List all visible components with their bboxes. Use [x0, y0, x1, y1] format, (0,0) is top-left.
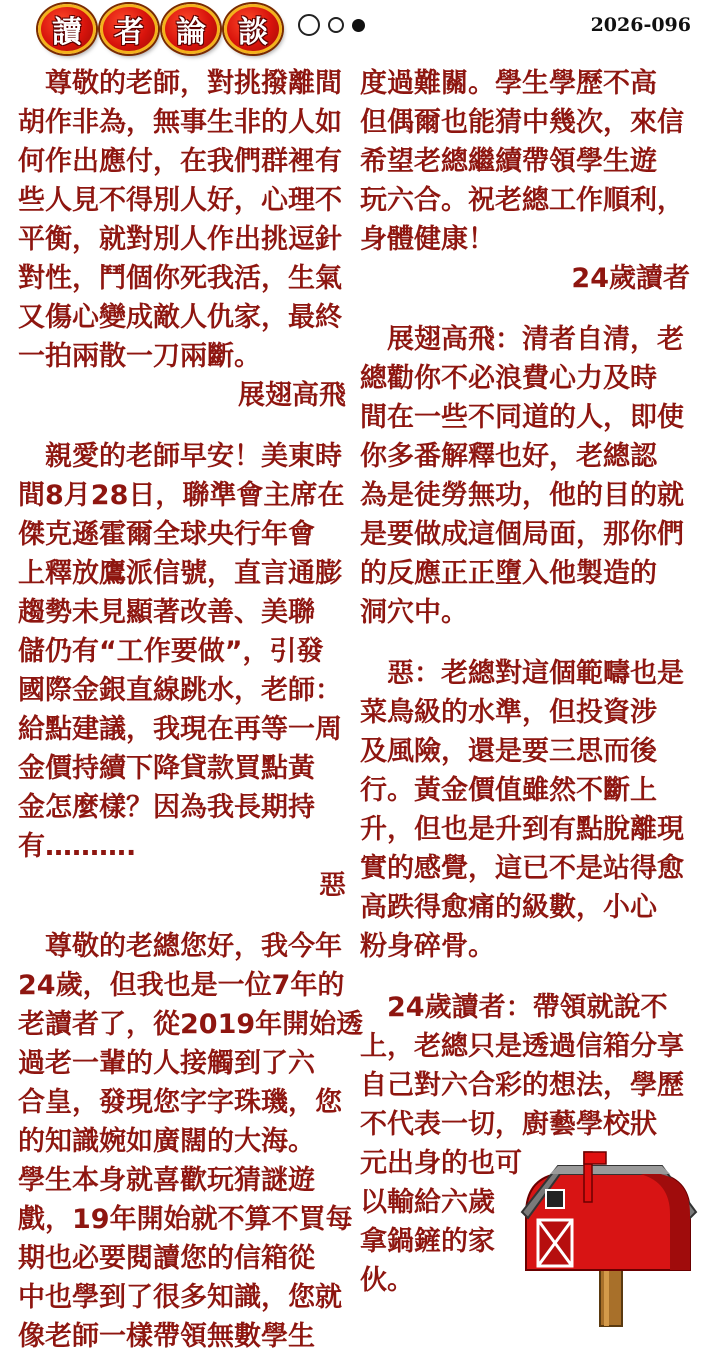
- text-line: 親愛的老師早安！美東時: [18, 441, 342, 472]
- text-line: 以輸給六歲: [360, 1187, 495, 1218]
- text-line: 希望老總繼續帶領學生遊: [360, 146, 657, 177]
- text-line: 上釋放鷹派信號，直言通膨: [18, 558, 342, 589]
- issue-number: 2026-096: [590, 14, 691, 36]
- text-line: 度過難關。學生學歷不高: [360, 68, 657, 99]
- letter-1: [18, 64, 346, 415]
- signature: 展翅高飛: [238, 380, 346, 411]
- text-line: 尊敬的老師，對挑撥離間: [18, 68, 342, 99]
- text-line: 但偶爾也能猜中幾次，來信: [360, 107, 684, 138]
- mailbox-icon: [520, 1152, 700, 1326]
- text-line: 儲仍有“工作要做”，引發: [18, 636, 324, 667]
- text-line: 洞穴中。: [360, 597, 468, 628]
- reply-2: [360, 654, 690, 966]
- text-line: 國際金銀直線跳水，老師：: [18, 675, 342, 706]
- text-line: 又傷心變成敵人仇家，最終: [18, 302, 342, 333]
- text-line: 24歲讀者：帶領就說不: [360, 992, 668, 1023]
- text-line: 上，老總只是透過信箱分享: [360, 1031, 684, 1062]
- circle-outline-icon: [328, 17, 344, 33]
- text-line: 一拍兩散一刀兩斷。: [18, 341, 261, 372]
- text-line: 行。黃金價值雖然不斷上: [360, 775, 657, 806]
- text-line: 何作出應付，在我們群裡有: [18, 146, 342, 177]
- text-line: 像老師一樣帶領無數學生: [18, 1321, 315, 1352]
- text-line: 學生本身就喜歡玩猜謎遊: [18, 1165, 315, 1196]
- signature: 24歲讀者: [571, 263, 690, 294]
- text-line: 間8月28日，聯準會主席在: [18, 480, 345, 511]
- text-line: 合皇，發現您字字珠璣，您: [18, 1087, 342, 1118]
- letter-3-continued: [360, 64, 690, 298]
- title-char: 讀: [38, 4, 96, 54]
- text-line: 及風險，還是要三思而後: [360, 736, 657, 767]
- text-line: 給點建議，我現在再等一周: [18, 714, 342, 745]
- text-line: 拿鍋鏟的家: [360, 1226, 495, 1257]
- title-char: 談: [224, 4, 282, 54]
- text-line: 升，但也是升到有點脫離現: [360, 814, 684, 845]
- text-line: 為是徒勞無功，他的目的就: [360, 480, 684, 511]
- circle-outline-icon: [298, 14, 320, 36]
- text-line: 實的感覺，這已不是站得愈: [360, 853, 684, 884]
- text-line: 尊敬的老總您好，我今年: [18, 931, 342, 962]
- letter-3: [18, 927, 364, 1356]
- text-line: 傑克遜霍爾全球央行年會: [18, 519, 315, 550]
- letter-2: [18, 437, 346, 905]
- text-line: 戲，19年開始就不算不買每: [18, 1204, 353, 1235]
- text-line: 粉身碎骨。: [360, 931, 495, 962]
- text-line: 玩六合。祝老總工作順利，: [360, 185, 684, 216]
- decorative-dots: [298, 14, 365, 36]
- text-line: 胡作非為，無事生非的人如: [18, 107, 342, 138]
- reply-1: [360, 320, 690, 632]
- signature: 惡: [319, 870, 346, 901]
- text-line: 總勸你不必浪費心力及時: [360, 363, 657, 394]
- text-line: 金怎麼樣？因為我長期持: [18, 792, 315, 823]
- text-line: 有……….: [18, 831, 137, 862]
- title-char: 者: [100, 4, 158, 54]
- text-line: 老讀者了，從2019年開始透: [18, 1009, 364, 1040]
- column-title: [38, 4, 282, 54]
- text-line: 是要做成這個局面，那你們: [360, 519, 684, 550]
- text-line: 24歲，但我也是一位7年的: [18, 970, 345, 1001]
- text-line: 的知識婉如廣闊的大海。: [18, 1126, 315, 1157]
- text-line: 自己對六合彩的想法，學歷: [360, 1070, 684, 1101]
- text-line: 展翅高飛：清者自清，老: [360, 324, 684, 355]
- text-line: 平衡，就對別人作出挑逗針: [18, 224, 342, 255]
- text-line: 間在一些不同道的人，即使: [360, 402, 684, 433]
- text-line: 惡：老總對這個範疇也是: [360, 658, 684, 689]
- text-line: 趨勢未見顯著改善、美聯: [18, 597, 315, 628]
- text-line: 不代表一切，廚藝學校狀: [360, 1109, 657, 1140]
- text-line: 金價持續下降貸款買點黃: [18, 753, 315, 784]
- text-line: 期也必要閱讀您的信箱從: [18, 1243, 315, 1274]
- text-line: 過老一輩的人接觸到了六: [18, 1048, 315, 1079]
- text-line: 對性，鬥個你死我活，生氣: [18, 263, 342, 294]
- text-line: 菜鳥級的水準，但投資涉: [360, 697, 657, 728]
- text-line: 身體健康！: [360, 224, 495, 255]
- text-line: 你多番解釋也好，老總認: [360, 441, 657, 472]
- left-column: [18, 64, 364, 1356]
- circle-filled-icon: [352, 19, 365, 32]
- text-line: 伙。: [360, 1265, 414, 1296]
- page-header: [0, 0, 709, 58]
- text-line: 元出身的也可: [360, 1148, 522, 1179]
- title-char: 論: [162, 4, 220, 54]
- text-line: 些人見不得別人好，心理不: [18, 185, 342, 216]
- text-line: 高跌得愈痛的級數，小心: [360, 892, 657, 923]
- text-line: 的反應正正墮入他製造的: [360, 558, 657, 589]
- right-column: [360, 64, 690, 1300]
- text-line: 中也學到了很多知識，您就: [18, 1282, 342, 1313]
